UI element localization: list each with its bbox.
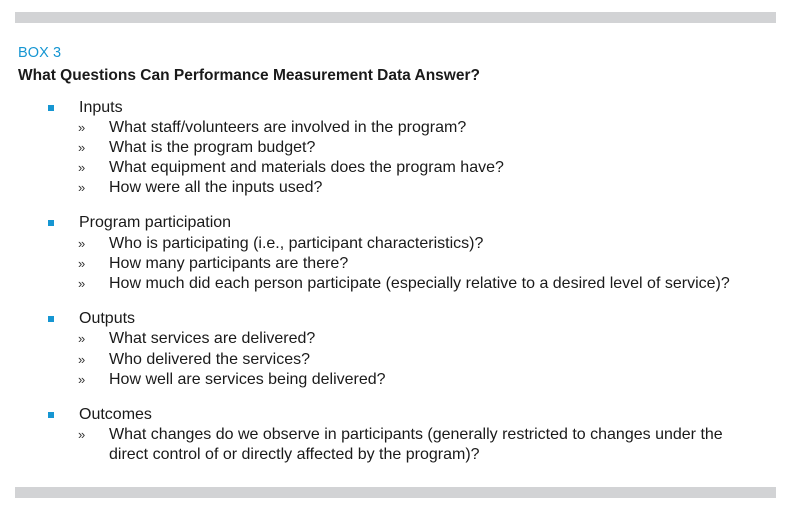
bullet-square-icon xyxy=(48,220,54,226)
question-text: What services are delivered? xyxy=(109,330,316,347)
box-label: BOX 3 xyxy=(18,45,62,61)
double-chevron-icon: » xyxy=(78,120,86,135)
double-chevron-icon: » xyxy=(78,427,86,442)
double-chevron-icon: » xyxy=(78,276,86,291)
double-chevron-icon: » xyxy=(78,331,86,346)
double-chevron-icon: » xyxy=(78,372,86,387)
question-text: How much did each person participate (especially relative to a desired level of service)? xyxy=(109,275,730,292)
double-chevron-icon: » xyxy=(78,352,86,367)
question-text: What equipment and materials does the program have? xyxy=(109,159,504,176)
double-chevron-icon: » xyxy=(78,140,86,155)
top-rule xyxy=(15,12,776,23)
question-text: Who is participating (i.e., participant characteristics)? xyxy=(109,235,484,252)
question-text: What staff/volunteers are involved in the program? xyxy=(109,119,467,136)
question-text: What is the program budget? xyxy=(109,139,316,156)
bullet-square-icon xyxy=(48,412,54,418)
bullet-square-icon xyxy=(48,316,54,322)
double-chevron-icon: » xyxy=(78,256,86,271)
section-heading: Outputs xyxy=(79,310,136,327)
section-heading: Outcomes xyxy=(79,406,152,423)
question-text: How well are services being delivered? xyxy=(109,371,386,388)
bullet-square-icon xyxy=(48,105,54,111)
double-chevron-icon: » xyxy=(78,160,86,175)
double-chevron-icon: » xyxy=(78,180,86,195)
question-text: How were all the inputs used? xyxy=(109,179,323,196)
bottom-rule xyxy=(15,487,776,498)
question-text: Who delivered the services? xyxy=(109,351,310,368)
section-heading: Inputs xyxy=(79,99,123,116)
double-chevron-icon: » xyxy=(78,236,86,251)
section-heading: Program participation xyxy=(79,214,232,231)
question-text: What changes do we observe in participants (generally restricted to changes under the direct control of or directly affected by the program)? xyxy=(109,426,723,463)
question-text: How many participants are there? xyxy=(109,255,349,272)
box-title: What Questions Can Performance Measurement Data Answer? xyxy=(18,67,480,84)
